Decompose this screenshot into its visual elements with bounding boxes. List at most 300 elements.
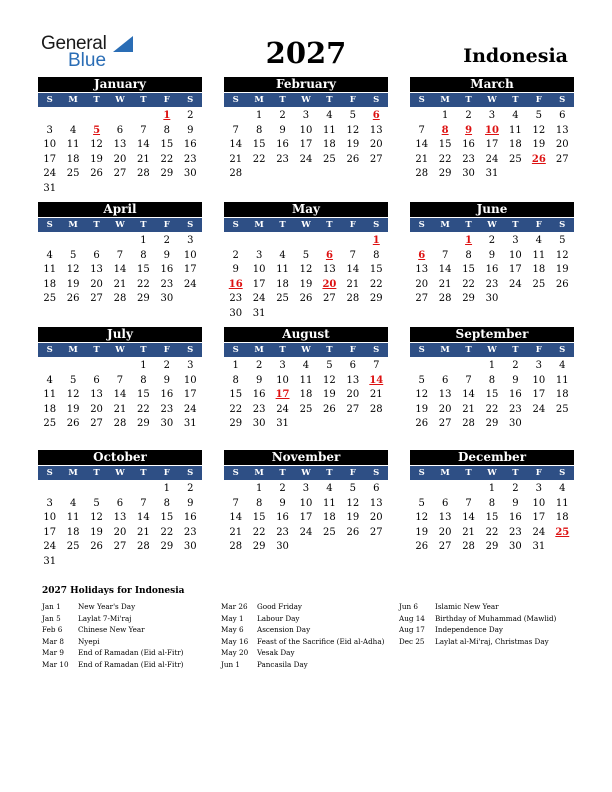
- holiday-date: Aug 14: [399, 613, 425, 623]
- empty-cell: [224, 482, 247, 497]
- day-cell: 29: [369, 293, 383, 304]
- day-cell: 4: [535, 235, 543, 246]
- day-cell: 3: [255, 249, 263, 261]
- day-cell: 17: [252, 278, 266, 290]
- holiday-date: May 20: [221, 648, 249, 657]
- day-cell: 17: [299, 512, 313, 523]
- day-cell: 12: [415, 389, 429, 400]
- day-cell: 3: [535, 483, 543, 494]
- day-cell: 23: [509, 526, 522, 538]
- empty-cell: [410, 109, 433, 124]
- empty-cell: [433, 482, 456, 497]
- day-cell: 13: [323, 264, 336, 275]
- day-cell: 17: [43, 153, 57, 165]
- day-cell: 6: [349, 360, 357, 371]
- day-cell: 24: [532, 526, 546, 538]
- day-cell: 7: [465, 497, 472, 509]
- weekday-label: T: [93, 95, 100, 105]
- holiday-name: Pancasila Day: [257, 659, 308, 669]
- weekday-label: S: [232, 220, 239, 230]
- day-cell: 7: [441, 249, 449, 261]
- empty-cell: [433, 234, 456, 249]
- day-cell: 13: [415, 264, 429, 275]
- weekday-label: T: [465, 345, 472, 355]
- day-cell: 22: [229, 403, 243, 415]
- day-cell: 30: [509, 418, 522, 429]
- day-cell: 19: [66, 403, 80, 415]
- weekday-label: S: [418, 95, 425, 105]
- holiday-row: [42, 601, 183, 613]
- day-cell: 24: [276, 403, 289, 415]
- day-cell: 9: [163, 249, 171, 261]
- day-cell: 19: [323, 389, 336, 400]
- day-cell: 11: [555, 374, 569, 386]
- month-title: February: [224, 77, 388, 92]
- day-cell: 14: [113, 264, 127, 275]
- empty-cell: [108, 234, 131, 249]
- holiday-day-cell: 1: [163, 110, 171, 121]
- day-cell: 6: [93, 374, 100, 386]
- holiday-column: [42, 601, 183, 670]
- day-cell: 18: [276, 278, 289, 290]
- day-grid: [224, 359, 388, 432]
- day-cell: 5: [559, 235, 566, 246]
- day-cell: 8: [140, 374, 147, 386]
- weekday-label: F: [163, 220, 170, 230]
- holiday-day-cell: 5: [93, 124, 101, 136]
- holiday-date: Jan 1: [42, 602, 61, 611]
- empty-cell: [457, 359, 480, 374]
- day-cell: 18: [299, 389, 313, 400]
- day-cell: 14: [229, 512, 243, 523]
- empty-cell: [61, 234, 84, 249]
- weekday-label: F: [163, 95, 170, 105]
- holiday-row: [399, 613, 556, 625]
- holiday-name: Laylat al-Mi'raj, Christmas Day: [435, 636, 549, 646]
- day-cell: 8: [140, 249, 147, 261]
- day-cell: 8: [232, 374, 239, 386]
- holiday-name: Ascension Day: [257, 625, 311, 634]
- empty-cell: [108, 359, 131, 374]
- day-cell: 8: [373, 249, 380, 261]
- weekday-header: [38, 218, 202, 232]
- day-cell: 30: [276, 541, 289, 552]
- day-cell: 27: [369, 153, 383, 165]
- day-cell: 7: [140, 497, 147, 509]
- holiday-day-cell: 17: [275, 389, 290, 400]
- holidays-title: 2027 Holidays for Indonesia: [42, 586, 185, 596]
- day-cell: 25: [43, 418, 57, 429]
- weekday-label: T: [512, 468, 519, 478]
- day-cell: 17: [299, 139, 313, 150]
- day-cell: 24: [532, 403, 546, 415]
- day-cell: 2: [163, 360, 171, 371]
- day-cell: 31: [43, 182, 57, 194]
- day-cell: 1: [232, 360, 239, 371]
- holiday-name: Good Friday: [257, 602, 302, 611]
- day-cell: 31: [532, 541, 546, 552]
- day-cell: 1: [488, 483, 496, 494]
- holiday-day-cell: 6: [418, 249, 426, 261]
- day-cell: 14: [415, 139, 429, 150]
- weekday-label: T: [326, 345, 333, 355]
- day-cell: 29: [438, 168, 452, 179]
- day-cell: 30: [229, 307, 243, 319]
- holiday-day-cell: 26: [531, 153, 546, 165]
- day-cell: 22: [252, 526, 266, 538]
- day-cell: 7: [373, 360, 380, 371]
- month-title: January: [38, 77, 202, 92]
- weekday-label: W: [115, 95, 125, 105]
- day-cell: 6: [373, 483, 380, 494]
- day-cell: 3: [302, 110, 310, 121]
- day-cell: 28: [346, 293, 360, 304]
- day-cell: 27: [113, 168, 127, 179]
- day-cell: 7: [140, 124, 147, 136]
- holiday-date: Jun 6: [399, 602, 418, 611]
- holiday-day-cell: 9: [465, 124, 473, 136]
- day-cell: 23: [276, 526, 289, 538]
- day-cell: 10: [183, 374, 197, 386]
- holiday-row: [221, 624, 384, 636]
- day-cell: 11: [43, 389, 57, 400]
- day-cell: 29: [462, 293, 475, 304]
- day-grid: [38, 234, 202, 307]
- day-cell: 5: [535, 110, 543, 121]
- day-cell: 26: [346, 526, 360, 538]
- day-cell: 12: [532, 124, 546, 136]
- day-cell: 13: [369, 124, 383, 136]
- day-cell: 28: [462, 541, 475, 552]
- day-cell: 4: [559, 483, 566, 494]
- day-cell: 16: [509, 512, 522, 523]
- day-cell: 17: [43, 526, 57, 538]
- holiday-name: Independence Day: [435, 625, 503, 634]
- day-cell: 26: [66, 293, 80, 304]
- month-december: [410, 450, 574, 555]
- day-cell: 20: [90, 278, 103, 290]
- empty-cell: [85, 359, 108, 374]
- day-cell: 3: [302, 483, 310, 494]
- day-cell: 4: [326, 483, 333, 494]
- month-october: [38, 450, 202, 569]
- weekday-label: T: [512, 345, 519, 355]
- weekday-label: S: [559, 95, 566, 105]
- day-cell: 27: [369, 526, 383, 538]
- day-cell: 15: [485, 389, 499, 400]
- day-cell: 13: [555, 124, 569, 136]
- holiday-row: [42, 636, 183, 648]
- day-cell: 22: [462, 278, 475, 290]
- day-cell: 9: [187, 124, 194, 136]
- weekday-label: W: [115, 345, 125, 355]
- day-cell: 3: [535, 360, 543, 371]
- day-cell: 16: [160, 264, 174, 275]
- empty-cell: [410, 482, 433, 497]
- day-grid: [38, 359, 202, 432]
- empty-cell: [294, 234, 317, 249]
- empty-cell: [247, 234, 270, 249]
- day-cell: 29: [485, 541, 499, 552]
- day-cell: 4: [279, 249, 286, 261]
- day-cell: 18: [555, 389, 569, 400]
- empty-cell: [61, 109, 84, 124]
- day-cell: 31: [276, 418, 289, 429]
- day-cell: 12: [299, 264, 313, 275]
- empty-cell: [224, 109, 247, 124]
- day-cell: 27: [90, 418, 103, 429]
- day-cell: 28: [369, 403, 383, 415]
- day-cell: 4: [46, 374, 53, 386]
- day-cell: 2: [255, 360, 263, 371]
- weekday-label: S: [187, 220, 194, 230]
- day-cell: 20: [438, 403, 452, 415]
- weekday-label: S: [418, 468, 425, 478]
- day-cell: 31: [485, 168, 499, 179]
- calendar-year: 2027: [265, 36, 347, 70]
- day-grid: [410, 482, 574, 555]
- day-cell: 25: [66, 541, 80, 552]
- weekday-label: M: [254, 468, 264, 478]
- day-cell: 24: [183, 278, 197, 290]
- weekday-label: S: [232, 95, 239, 105]
- day-cell: 16: [183, 512, 197, 523]
- day-cell: 13: [369, 497, 383, 509]
- day-cell: 16: [160, 389, 174, 400]
- day-cell: 23: [485, 278, 499, 290]
- day-cell: 3: [279, 360, 286, 371]
- day-cell: 12: [555, 249, 569, 261]
- day-cell: 11: [509, 124, 522, 136]
- day-cell: 26: [555, 278, 569, 290]
- weekday-label: S: [373, 345, 380, 355]
- holiday-date: Mar 10: [42, 659, 69, 669]
- day-cell: 8: [488, 497, 496, 509]
- weekday-label: T: [93, 345, 100, 355]
- day-cell: 1: [255, 483, 263, 494]
- day-cell: 26: [346, 153, 360, 165]
- weekday-label: W: [487, 220, 497, 230]
- day-cell: 27: [438, 418, 452, 429]
- day-cell: 25: [276, 293, 289, 304]
- day-cell: 22: [160, 153, 174, 165]
- day-cell: 25: [509, 153, 522, 165]
- day-cell: 23: [160, 403, 174, 415]
- day-cell: 25: [66, 168, 80, 179]
- holiday-row: [221, 601, 384, 613]
- day-cell: 20: [113, 526, 127, 538]
- day-cell: 26: [323, 403, 336, 415]
- day-cell: 23: [276, 153, 289, 165]
- day-cell: 22: [369, 278, 383, 290]
- day-cell: 1: [441, 110, 449, 121]
- day-cell: 12: [346, 124, 360, 136]
- day-cell: 11: [299, 374, 313, 386]
- weekday-label: S: [559, 468, 566, 478]
- holiday-date: Feb 6: [42, 625, 63, 634]
- empty-cell: [108, 482, 131, 497]
- weekday-header: [38, 93, 202, 107]
- day-cell: 28: [415, 168, 429, 179]
- weekday-label: T: [279, 95, 286, 105]
- day-cell: 8: [255, 497, 263, 509]
- day-cell: 22: [252, 153, 266, 165]
- holiday-day-cell: 1: [465, 235, 473, 246]
- weekday-label: W: [487, 468, 497, 478]
- day-cell: 18: [509, 139, 522, 150]
- day-cell: 5: [349, 110, 357, 121]
- day-grid: [224, 234, 388, 321]
- day-cell: 9: [163, 374, 171, 386]
- day-cell: 28: [229, 541, 243, 552]
- day-cell: 19: [66, 278, 80, 290]
- month-title: June: [410, 202, 574, 217]
- month-november: [224, 450, 388, 555]
- day-cell: 28: [462, 418, 475, 429]
- weekday-label: M: [68, 468, 78, 478]
- weekday-label: T: [279, 345, 286, 355]
- weekday-label: S: [187, 95, 194, 105]
- day-cell: 3: [46, 497, 53, 509]
- day-cell: 2: [465, 110, 472, 121]
- weekday-label: T: [326, 468, 333, 478]
- day-cell: 21: [229, 153, 243, 165]
- day-cell: 21: [137, 526, 150, 538]
- day-cell: 18: [323, 512, 336, 523]
- empty-cell: [38, 359, 61, 374]
- weekday-header: [410, 218, 574, 232]
- day-cell: 7: [116, 249, 124, 261]
- day-cell: 10: [43, 512, 57, 523]
- day-cell: 13: [90, 264, 103, 275]
- day-cell: 17: [532, 389, 546, 400]
- day-cell: 25: [532, 278, 546, 290]
- holiday-row: [42, 624, 183, 636]
- day-cell: 13: [113, 512, 127, 523]
- empty-cell: [410, 359, 433, 374]
- day-cell: 27: [113, 541, 127, 552]
- day-cell: 2: [187, 483, 194, 494]
- holiday-date: Jan 5: [42, 613, 61, 623]
- day-cell: 29: [137, 418, 150, 429]
- day-cell: 8: [488, 374, 496, 386]
- holiday-day-cell: 14: [369, 374, 384, 386]
- empty-cell: [108, 109, 131, 124]
- month-title: October: [38, 450, 202, 465]
- day-cell: 6: [441, 374, 449, 386]
- day-cell: 28: [137, 541, 150, 552]
- holiday-date: May 16: [221, 636, 249, 646]
- day-cell: 11: [276, 264, 289, 275]
- weekday-label: S: [373, 95, 380, 105]
- day-cell: 4: [46, 249, 53, 261]
- holiday-row: [221, 659, 384, 671]
- day-cell: 29: [229, 418, 243, 429]
- day-cell: 5: [349, 483, 357, 494]
- empty-cell: [341, 234, 364, 249]
- day-cell: 4: [559, 360, 566, 371]
- weekday-label: S: [373, 220, 380, 230]
- holiday-date: Jun 1: [221, 659, 240, 669]
- day-cell: 4: [69, 124, 77, 136]
- day-cell: 21: [229, 526, 243, 538]
- day-cell: 24: [509, 278, 522, 290]
- day-cell: 20: [438, 526, 452, 538]
- holiday-name: Labour Day: [257, 613, 300, 623]
- day-cell: 24: [43, 168, 57, 179]
- weekday-label: T: [465, 220, 472, 230]
- day-cell: 31: [183, 418, 197, 429]
- weekday-label: T: [465, 468, 472, 478]
- month-title: August: [224, 327, 388, 342]
- day-cell: 15: [252, 512, 266, 523]
- month-title: September: [410, 327, 574, 342]
- day-cell: 16: [276, 512, 289, 523]
- day-cell: 13: [346, 374, 360, 386]
- day-cell: 13: [90, 389, 103, 400]
- day-cell: 20: [415, 278, 429, 290]
- day-cell: 10: [43, 139, 57, 150]
- day-cell: 8: [163, 497, 171, 509]
- day-cell: 15: [485, 512, 499, 523]
- weekday-label: W: [115, 468, 125, 478]
- weekday-label: F: [349, 468, 356, 478]
- day-cell: 12: [90, 139, 103, 150]
- day-cell: 28: [137, 168, 150, 179]
- day-cell: 21: [438, 278, 452, 290]
- weekday-label: T: [140, 220, 147, 230]
- day-cell: 26: [66, 418, 80, 429]
- day-cell: 30: [160, 293, 174, 304]
- day-cell: 2: [232, 249, 239, 261]
- day-cell: 24: [299, 526, 313, 538]
- weekday-label: F: [535, 345, 542, 355]
- holiday-row: [42, 647, 183, 659]
- empty-cell: [271, 234, 294, 249]
- day-cell: 1: [140, 360, 147, 371]
- weekday-label: W: [301, 345, 311, 355]
- day-cell: 6: [116, 497, 124, 509]
- day-cell: 27: [438, 541, 452, 552]
- day-cell: 10: [183, 249, 197, 261]
- day-cell: 29: [160, 541, 174, 552]
- day-cell: 26: [415, 541, 429, 552]
- day-cell: 23: [229, 293, 243, 304]
- holiday-row: [221, 636, 384, 648]
- empty-cell: [85, 482, 108, 497]
- weekday-label: T: [326, 220, 333, 230]
- day-cell: 19: [346, 512, 360, 523]
- day-cell: 19: [532, 139, 546, 150]
- holiday-name: New Year's Day: [78, 602, 136, 611]
- weekday-label: T: [326, 95, 333, 105]
- weekday-label: T: [140, 345, 147, 355]
- day-grid: [224, 109, 388, 182]
- day-cell: 28: [113, 293, 127, 304]
- day-cell: 5: [69, 249, 77, 261]
- month-july: [38, 327, 202, 432]
- holiday-row: [42, 659, 183, 671]
- holiday-name: Birthday of Muhammad (Mawlid): [435, 613, 557, 623]
- holiday-row: [399, 601, 556, 613]
- day-cell: 25: [43, 293, 57, 304]
- day-cell: 30: [485, 293, 499, 304]
- empty-cell: [410, 234, 433, 249]
- day-cell: 10: [532, 374, 546, 386]
- weekday-label: F: [349, 345, 356, 355]
- day-grid: [410, 359, 574, 432]
- day-cell: 3: [488, 110, 496, 121]
